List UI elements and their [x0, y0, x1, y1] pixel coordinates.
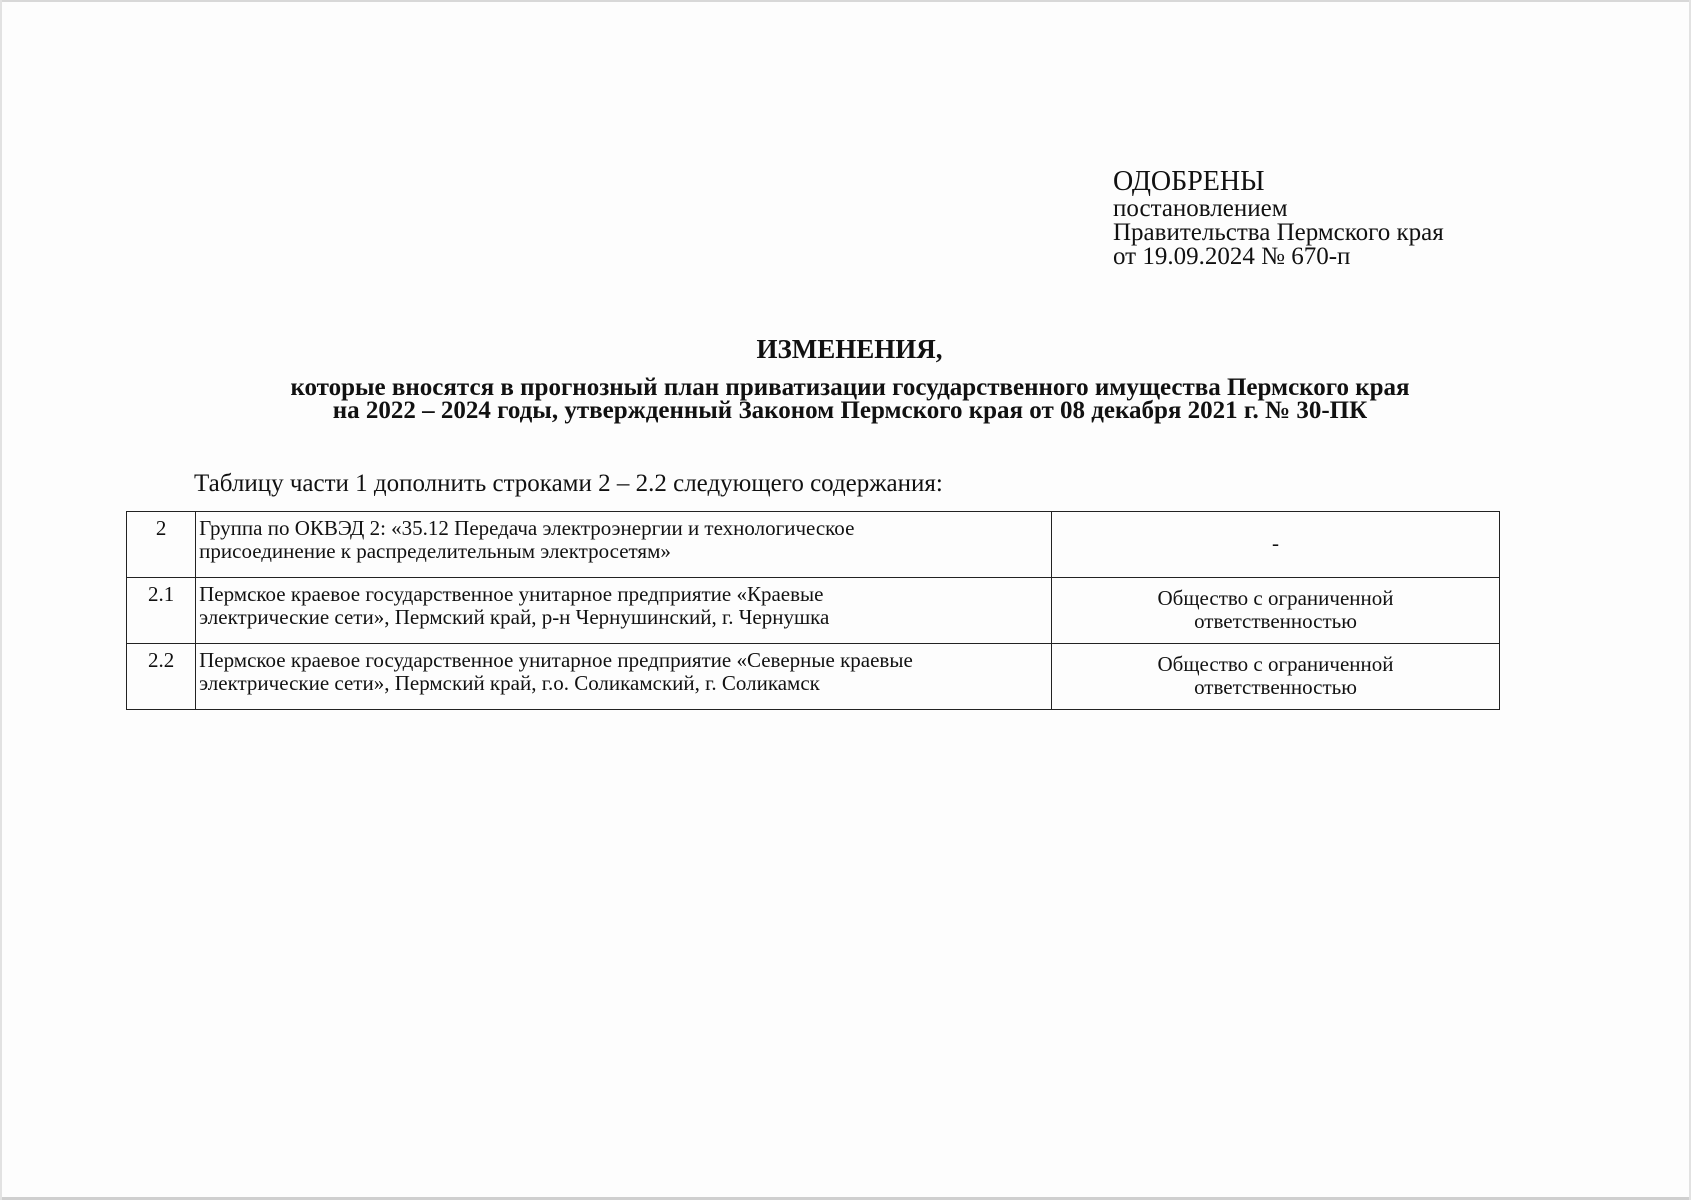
- row-form-cell: [1052, 644, 1500, 710]
- row-name-cell: [196, 512, 1052, 578]
- row-name-cell: [196, 644, 1052, 710]
- approval-line-1: постановлением: [1113, 195, 1288, 222]
- approval-line-2: Правительства Пермского края: [1113, 219, 1444, 246]
- table-row: [127, 578, 1500, 644]
- document-subtitle: [130, 376, 1570, 422]
- row-name-line: электрические сети», Пермский край, г.о. Соликамский, г. Соликамск: [199, 671, 820, 695]
- document-title: ИЗМЕНЕНИЯ,: [756, 334, 943, 364]
- scan-edge-left: [0, 0, 2, 1200]
- row-name-line: Пермское краевое государственное унитарное предприятие «Северные краевые: [199, 648, 913, 672]
- row-name-line: Пермское краевое государственное унитарное предприятие «Краевые: [199, 582, 824, 606]
- row-name-line: электрические сети», Пермский край, р-н Чернушинский, г. Чернушка: [199, 605, 830, 629]
- row-number-cell: 2.2: [127, 644, 196, 710]
- table-row: [127, 644, 1500, 710]
- scan-edge-top: [0, 0, 1691, 2]
- row-form-cell: [1052, 512, 1500, 578]
- row-form-cell: [1052, 578, 1500, 644]
- amendments-table: [126, 511, 1500, 710]
- row-form-line: Общество с ограниченной: [1157, 585, 1394, 610]
- approval-line-3: от 19.09.2024 № 670-п: [1113, 243, 1351, 270]
- row-form-line: Общество с ограниченной: [1157, 651, 1394, 676]
- row-name-line: присоединение к распределительным электросетям»: [199, 539, 671, 563]
- row-name-line: Группа по ОКВЭД 2: «35.12 Передача электроэнергии и технологическое: [199, 516, 855, 540]
- table-row: [127, 512, 1500, 578]
- row-number-cell: 2.1: [127, 578, 196, 644]
- row-name-cell: [196, 578, 1052, 644]
- row-form-line: ответственностью: [1194, 608, 1357, 633]
- subtitle-line-2: на 2022 – 2024 годы, утвержденный Законом Пермского края от 08 декабря 2021 г. № 30-ПК: [332, 397, 1368, 424]
- intro-paragraph: Таблицу части 1 дополнить строками 2 – 2.2 следующего содержания:: [194, 470, 943, 497]
- row-form-line: -: [1272, 531, 1279, 555]
- row-number-cell: 2: [127, 512, 196, 578]
- approval-block: [1113, 167, 1543, 269]
- approval-heading: ОДОБРЕНЫ: [1113, 166, 1265, 197]
- subtitle-line-1: которые вносятся в прогнозный план приватизации государственного имущества Пермского края: [290, 374, 1410, 401]
- row-form-line: ответственностью: [1194, 674, 1357, 699]
